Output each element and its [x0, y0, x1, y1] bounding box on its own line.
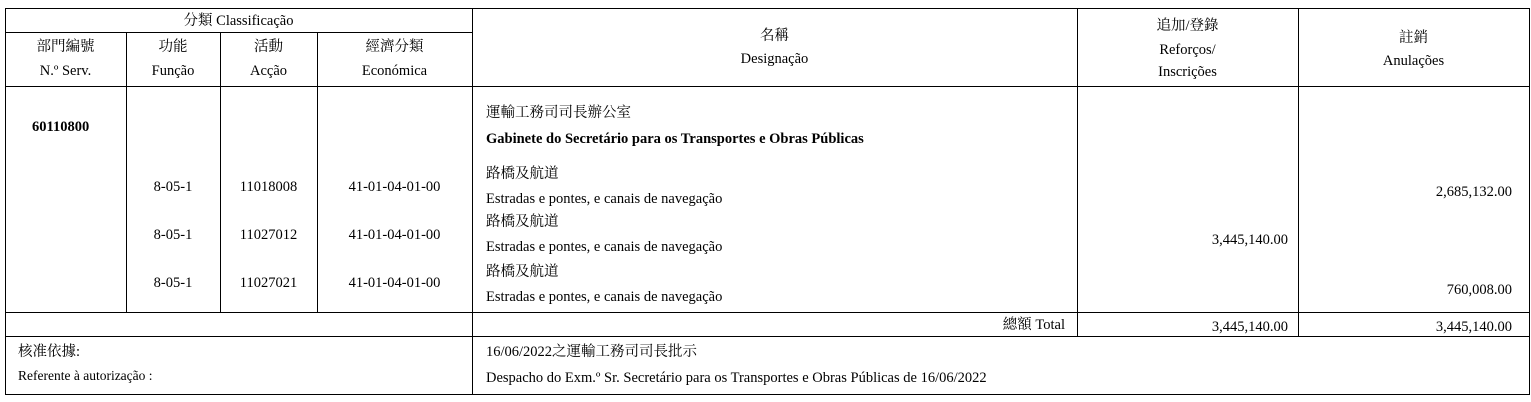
row-1-anulacoes: 2,685,132.00: [1435, 184, 1512, 200]
annul-header-pt: Anulações: [1382, 53, 1445, 69]
row-3-anulacoes: 760,008.00: [1446, 282, 1512, 298]
annul-header-zh: 註銷: [1399, 30, 1428, 46]
row-1-economica: 41-01-04-01-00: [348, 179, 441, 195]
econ-header-pt: Económica: [361, 63, 428, 79]
rule-top: [5, 8, 1530, 9]
row-3-accao: 11027021: [239, 275, 298, 291]
row-1-desig-pt: Estradas e pontes, e canais de navegação: [486, 191, 723, 207]
act-header-zh: 活動: [254, 39, 283, 55]
econ-header-zh: 經濟分類: [365, 39, 424, 55]
row-2-desig-pt: Estradas e pontes, e canais de navegação: [486, 239, 723, 255]
desig-header-pt: Designação: [740, 51, 809, 67]
reinf-header-pt1: Reforços/: [1159, 42, 1216, 58]
rule-right: [1529, 8, 1530, 395]
authorization-text-pt: Despacho do Exm.º Sr. Secretário para os Transportes e Obras Públicas de 16/06/2022: [486, 370, 987, 386]
total-label: 總額 Total: [1002, 317, 1065, 333]
rule-header-bottom: [5, 86, 1530, 87]
department-name-zh: 運輸工務司司長辦公室: [486, 105, 631, 121]
authorization-label-zh: 核准依據:: [18, 344, 81, 360]
total-reforcos: 3,445,140.00: [1211, 319, 1288, 335]
dept-header-zh: 部門編號: [36, 39, 95, 55]
func-header-pt: Função: [151, 63, 195, 79]
row-2-funcao: 8-05-1: [153, 227, 193, 243]
reinf-header-pt2: Inscrições: [1158, 64, 1217, 80]
func-header-zh: 功能: [158, 39, 188, 55]
rule-total-top: [5, 312, 1530, 313]
rule-classification-sub: [5, 32, 472, 33]
classification-header: 分類 Classificação: [183, 13, 294, 29]
row-2-desig-zh: 路橋及航道: [486, 214, 559, 230]
row-3-desig-pt: Estradas e pontes, e canais de navegação: [486, 289, 723, 305]
row-3-funcao: 8-05-1: [153, 275, 193, 291]
row-3-economica: 41-01-04-01-00: [348, 275, 441, 291]
act-header-pt: Acção: [249, 63, 288, 79]
total-anulacoes: 3,445,140.00: [1435, 319, 1512, 335]
rule-bottom: [5, 394, 1530, 395]
department-name-pt: Gabinete do Secretário para os Transportes e Obras Públicas: [486, 131, 864, 147]
rule-total-bottom: [5, 336, 1530, 337]
row-1-funcao: 8-05-1: [153, 179, 193, 195]
dept-header-pt: N.º Serv.: [39, 63, 92, 79]
authorization-label-pt: Referente à autorização :: [18, 368, 153, 383]
row-1-desig-zh: 路橋及航道: [486, 166, 559, 182]
row-2-reforcos: 3,445,140.00: [1211, 232, 1288, 248]
department-code: 60110800: [32, 119, 90, 135]
row-3-desig-zh: 路橋及航道: [486, 264, 559, 280]
row-2-accao: 11027012: [239, 227, 298, 243]
row-1-accao: 11018008: [239, 179, 298, 195]
desig-header-zh: 名稱: [760, 28, 789, 44]
authorization-text-zh: 16/06/2022之運輸工務司司長批示: [486, 344, 698, 360]
reinf-header-zh: 追加/登錄: [1156, 18, 1219, 34]
row-2-economica: 41-01-04-01-00: [348, 227, 441, 243]
